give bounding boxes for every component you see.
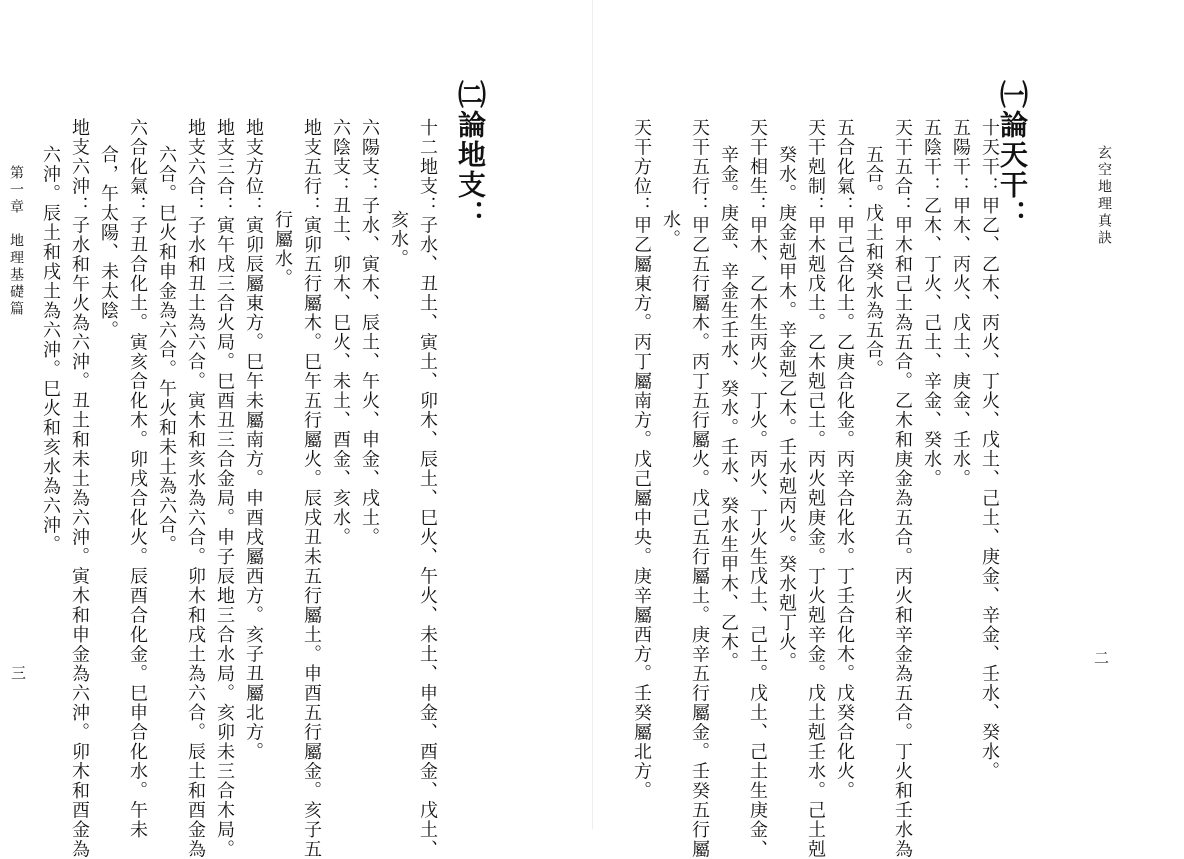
- text-line: 辛金。庚金、辛金生壬水、癸水。壬水、癸水生甲木、乙木。: [718, 145, 739, 672]
- page-number: 三: [9, 665, 27, 680]
- text-line: 地支五行：寅卯五行屬木。巳午五行屬火。辰戌丑未五行屬土。申酉五行屬金。亥子五: [301, 118, 322, 859]
- text-line: 天干相生：甲木、乙木生丙火、丁火。丙火、丁火生戊土、己土。戊土、己土生庚金、: [747, 118, 768, 859]
- section-heading-heavenly-stems: ㈠論天干：: [996, 80, 1029, 230]
- text-line: 天干五行：甲乙五行屬木。丙丁五行屬火。戊己五行屬土。庚辛五行屬金。壬癸五行屬: [689, 118, 710, 859]
- text-line: 六沖。辰土和戌土為六沖。巳火和亥水為六沖。: [40, 145, 61, 555]
- chapter-footer: 第一章 地理基礎篇: [8, 165, 24, 318]
- text-line: 天干方位：甲乙屬東方。丙丁屬南方。戊己屬中央。庚辛屬西方。壬癸屬北方。: [631, 118, 652, 801]
- text-line: 六合化氣：子丑合化土。寅亥合化木。卯戌合化火。辰酉合化金。巳申合化水。午未: [127, 118, 148, 840]
- text-line: 天干五合：甲木和己土為五合。乙木和庚金為五合。丙火和辛金為五合。丁火和壬水為: [892, 118, 913, 859]
- text-line: 水。: [660, 210, 681, 249]
- running-header: 玄空地理真訣: [1096, 145, 1112, 247]
- text-line: 天干剋制：甲木剋戊土。乙木剋己土。丙火剋庚金。丁火剋辛金。戊土剋壬水。己土剋: [805, 118, 826, 859]
- text-line: 五合。戊土和癸水為五合。: [863, 145, 884, 379]
- text-line: 行屬水。: [272, 210, 293, 288]
- text-line: 地支六合：子水和丑土為六合。寅木和亥水為六合。卯木和戌土為六合。辰土和酉金為: [185, 118, 206, 859]
- right-page: [600, 0, 1184, 859]
- text-line: 十天干：甲乙、乙木、丙火、丁火、戊土、己土、庚金、辛金、壬水、癸水。: [979, 118, 1000, 781]
- text-line: 地支六沖：子水和午火為六沖。丑土和未土為六沖。寅木和申金為六沖。卯木和酉金為: [69, 118, 90, 859]
- text-line: 十二地支：子水、丑土、寅土、卯木、辰土、巳火、午火、未土、申金、酉金、戊土、: [417, 118, 438, 859]
- text-line: 五陰干：乙木、丁火、己土、辛金、癸水。: [921, 118, 942, 489]
- text-line: 亥水。: [388, 210, 409, 269]
- text-line: 地支方位：寅卯辰屬東方。巳午未屬南方。申酉戌屬西方。亥子丑屬北方。: [243, 118, 264, 762]
- text-line: 癸水。庚金剋甲木。辛金剋乙木。壬水剋丙火。癸水剋丁火。: [776, 145, 797, 672]
- page-number: 二: [1092, 650, 1110, 665]
- book-spine: [592, 0, 593, 829]
- text-line: 合，午太陽、未太陰。: [98, 145, 119, 340]
- section-heading-earthly-branches: ㈡論地支：: [454, 80, 487, 230]
- text-line: 五陽干：甲木、丙火、戊土、庚金、壬水。: [950, 118, 971, 489]
- text-line: 地支三合：寅午戌三合火局。巳酉丑三合金局。申子辰地三合水局。亥卯未三合木局。: [214, 118, 235, 859]
- text-line: 六合。巳火和申金為六合。午火和未土為六合。: [156, 145, 177, 555]
- text-line: 五合化氣：甲己合化土。乙庚合化金。丙辛合化水。丁壬合化木。戊癸合化火。: [834, 118, 855, 801]
- text-line: 六陽支：子水、寅木、辰土、午火、申金、戌土。: [359, 118, 380, 547]
- text-line: 六陰支：丑土、卯木、巳火、未土、酉金、亥水。: [330, 118, 351, 547]
